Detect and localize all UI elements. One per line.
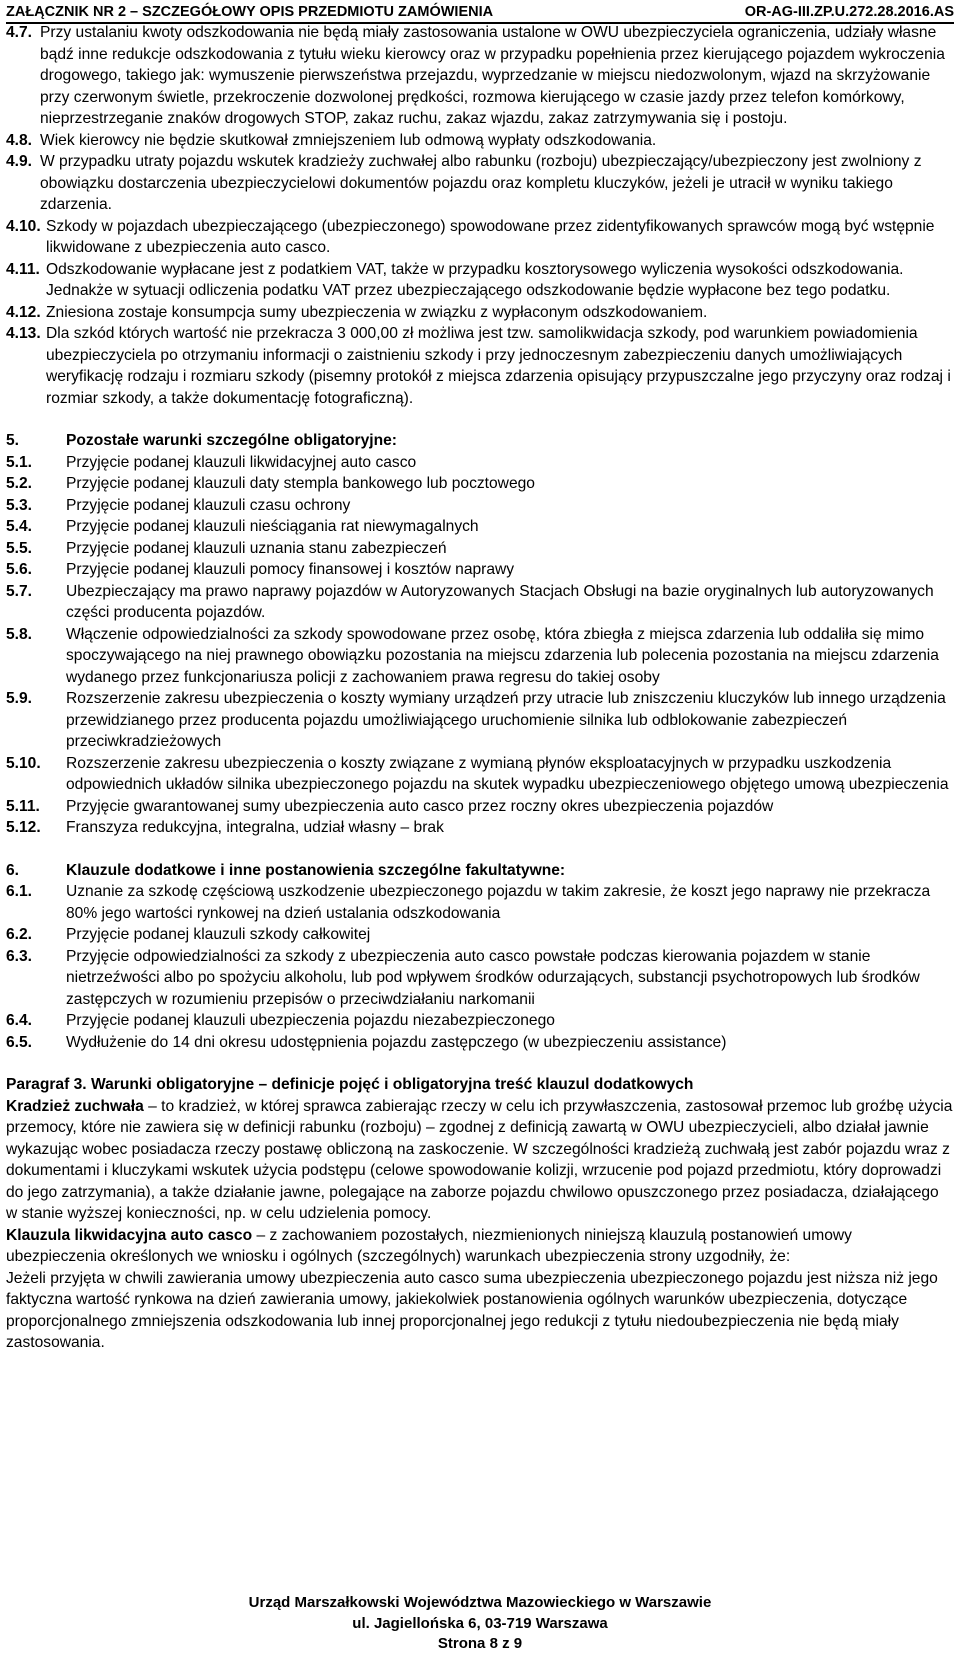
clause-text: Przyjęcie podanej klauzuli daty stempla bankowego lub pocztowego (66, 475, 535, 492)
clause-5-3 (6, 495, 954, 517)
clause-4-9 (6, 151, 954, 216)
clause-text: Przyjęcie podanej klauzuli likwidacyjnej auto casco (66, 453, 417, 471)
definition-text: – to kradzież, w której sprawca zabierając rzeczy w celu ich przywłaszczenia, zastosował przemoc lub groźbę użycia przemocy, które nie zawiera się w definicji rabunku (rozboju) – zgodnej z definicją zawartą w OWU ubezpieczycieli, albo działał jawnie wykazując wobec posiadacza rzeczy postawę obliczoną na zaskoczenie. W szczególności kradzieżą zuchwałą jest zabór pojazdu wraz z dokumentami i kluczykami wskutek użycia podstępu (celowe spowodowanie kolizji, wrzucenie pod pojazd przedmiotu, który doprowadzi do jego zatrzymania), a także działanie jawne, polegające na zaborze pojazdu chwilowo opuszczonego przez posiadacza, działającego w stanie wyższej konieczności, np. w celu udzielenia pomocy. (6, 1097, 953, 1222)
clause-number: 5.10. (6, 754, 41, 772)
clause-5-1 (6, 452, 954, 474)
clause-number: 5.3. (6, 496, 33, 514)
clause-text: Wiek kierowcy nie będzie skutkował zmniejszeniem lub odmową wypłaty odszkodowania. (40, 131, 657, 149)
clause-number: 5.11. (6, 797, 40, 815)
clause-number: 6.1. (6, 883, 33, 900)
clause-text: Franszyza redukcyjna, integralna, udział własny – brak (66, 819, 444, 836)
clause-number: 4.11. (6, 260, 40, 278)
clause-text: Uznanie za szkodę częściową uszkodzenie ubezpieczonego pojazdu w takim zakresie, że koszt jego naprawy nie przekracza 80% jego wartości rynkowej na dzień ustalania odszkodowania (66, 883, 931, 922)
clause-6-3 (6, 946, 954, 1011)
clause-number: 5.6. (6, 561, 33, 578)
clause-number: 4.13. (6, 325, 41, 342)
footer-page-number: Strona 8 z 9 (437, 1635, 523, 1652)
header-left: ZAŁĄCZNIK NR 2 – SZCZEGÓŁOWY OPIS PRZEDMIOTU ZAMÓWIENIA (6, 4, 494, 20)
clause-text: Rozszerzenie zakresu ubezpieczenia o koszty wymiany urządzeń przy utracie lub zniszczeniu kluczyków lub innego urządzenia przewidzianego przez producenta pojazdu umożliwiającego uruchomienie silnika lub odblokowanie zabezpieczeń przeciwkradzieżowych (66, 690, 946, 750)
clause-text: Zniesiona zostaje konsumpcja sumy ubezpieczenia w związku z wypłaconym odszkodowaniem. (46, 303, 708, 321)
clause-text: Przyjęcie podanej klauzuli ubezpieczenia pojazdu niezabezpieczonego (66, 1012, 555, 1029)
clause-text: Rozszerzenie zakresu ubezpieczenia o koszty związane z wymianą płynów eksploatacyjnych w przypadku uszkodzenia odpowiednich układów silnika ubezpieczonego pojazdu na skutek wypadku ubezpieczeniowego objętego umową ubezpieczenia (66, 754, 949, 793)
section-number: 5. (6, 432, 20, 449)
clause-number: 5.12. (6, 819, 41, 836)
clause-6-4 (6, 1010, 954, 1032)
definition-text: – z zachowaniem pozostałych, niezmienionych niniejszą klauzulą postanowień umowy ubezpieczenia określonych we wniosku i ogólnych (szczególnych) warunkach ubezpieczenia strony uzgodniły, że: (6, 1226, 852, 1265)
clause-number: 4.9. (6, 153, 33, 170)
section-title: Klauzule dodatkowe i inne postanowienia szczególne fakultatywne: (66, 861, 566, 879)
definition-continuation: Jeżeli przyjęta w chwili zawierania umowy ubezpieczenia auto casco suma ubezpieczenia ubezpieczonego pojazdu jest niższa niż jego faktyczna wartość rynkowa na dzień zawierania umowy, jakiekolwiek postanowienia ogólnych warunków ubezpieczenia, dotyczące proporcjonalnego zmniejszenia odszkodowania lub innej proporcjonalnej jego redukcji z tytułu niedoubezpieczenia nie będą miały zastosowania. (6, 1269, 938, 1351)
clause-4-8 (6, 130, 954, 152)
clause-6-2 (6, 924, 954, 946)
clause-number: 6.2. (6, 926, 33, 943)
definition-term: Klauzula likwidacyjna auto casco (6, 1226, 253, 1244)
clause-4-12 (6, 302, 954, 324)
section-title: Pozostałe warunki szczególne obligatoryjne: (66, 432, 398, 449)
clause-4-7 (6, 22, 954, 130)
clause-text: Przyjęcie podanej klauzuli pomocy finansowej i kosztów naprawy (66, 561, 515, 578)
clause-text: Ubezpieczający ma prawo naprawy pojazdów w Autoryzowanych Stacjach Obsługi na bazie oryginalnych lub autoryzowanych części producenta pojazdów. (66, 582, 934, 621)
clause-number: 5.2. (6, 475, 33, 492)
clause-text: Dla szkód których wartość nie przekracza 3 000,00 zł możliwa jest tzw. samolikwidacja szkody, pod warunkiem powiadomienia ubezpieczyciela po otrzymaniu informacji o zaistnieniu szkody i przy jednoczesnym zabezpieczeniu danych umożliwiających weryfikację rodzaju i rozmiaru szkody (pisemny protokół z miejsca zdarzenia opisujący przypuszczalne jego przyczyny oraz rodzaj i rozmiar szkody, a także dokumentację fotograficzną). (46, 325, 951, 407)
document-body (6, 22, 954, 1354)
clause-number: 6.5. (6, 1033, 33, 1051)
clause-4-10 (6, 216, 954, 259)
page-header (6, 3, 954, 21)
clause-number: 5.9. (6, 690, 33, 707)
clause-number: 4.7. (6, 24, 33, 41)
clause-5-11 (6, 796, 954, 818)
clause-number: 4.8. (6, 131, 33, 149)
clause-text: Przyjęcie podanej klauzuli uznania stanu zabezpieczeń (66, 539, 447, 557)
clause-4-13 (6, 323, 954, 409)
definition-kradziez-zuchwala (6, 1096, 954, 1225)
paragraph-3-title: Paragraf 3. Warunki obligatoryjne – definicje pojęć i obligatoryjna treść klauzul dodatkowych (6, 1076, 694, 1093)
clause-number: 5.1. (6, 453, 33, 471)
clause-text: Przyjęcie odpowiedzialności za szkody z ubezpieczenia auto casco powstałe podczas kierowania pojazdem w stanie nietrzeźwości albo po spożyciu alkoholu, lub pod wpływem środków odurzających, substancji psychotropowych lub środków zastępczych w rozumieniu przepisów o przeciwdziałaniu narkomanii (66, 947, 920, 1008)
clause-text: Przyjęcie podanej klauzuli czasu ochrony (66, 496, 351, 514)
clause-5-5 (6, 538, 954, 560)
clause-5-10 (6, 753, 954, 796)
clause-text: Przyjęcie podanej klauzuli nieściągania rat niewymagalnych (66, 518, 479, 535)
clause-6-5 (6, 1032, 954, 1054)
header-right: OR-AG-III.ZP.U.272.28.2016.AS (744, 4, 954, 20)
clause-number: 5.7. (6, 582, 33, 600)
clause-5-9 (6, 688, 954, 753)
clause-number: 4.10. (6, 217, 41, 235)
clause-text: Włączenie odpowiedzialności za szkody spowodowane przez osobę, która zbiegła z miejsca zdarzenia lub oddaliła się mimo spoczywającego na niej prawnego obowiązku pozostania na miejscu zdarzenia lub polecenia pozostania na miejscu zdarzenia wydanego przez funkcjonariusza policji z zachowaniem prawa regresu do takiej osoby (66, 625, 939, 686)
clause-5-7 (6, 581, 954, 624)
footer-line-2: ul. Jagiellońska 6, 03-719 Warszawa (352, 1615, 608, 1632)
clause-5-4 (6, 516, 954, 538)
clause-5-6 (6, 559, 954, 581)
clause-text: Przyjęcie podanej klauzuli szkody całkowitej (66, 926, 371, 943)
footer-line-1: Urząd Marszałkowski Województwa Mazowieckiego w Warszawie (248, 1594, 712, 1611)
definition-term: Kradzież zuchwała (6, 1097, 144, 1115)
clause-number: 6.4. (6, 1012, 33, 1029)
clause-5-12 (6, 817, 954, 839)
clause-number: 5.4. (6, 518, 33, 535)
clause-text: Przy ustalaniu kwoty odszkodowania nie będą miały zastosowania ustalone w OWU ubezpieczyciela ograniczenia, udziały własne bądź inne redukcje odszkodowania z tytułu wieku kierowcy oraz w przypadku popełnienia przez kierującego pojazdem wykroczenia drogowego, takiego jak: wymuszenie pierwszeństwa przejazdu, wyprzedzanie w miejscu niedozwolonym, wjazd na skrzyżowanie przy czerwonym świetle, przekroczenie dozwolonej prędkości, rozmowa kierującego w czasie jazdy przez telefon komórkowy, nieprzestrzeganie znaków drogowych STOP, zakaz ruchu, zakaz wjazdu, zakaz zatrzymywania się i postoju. (40, 24, 945, 127)
clause-5-8 (6, 624, 954, 689)
section-6-heading (6, 860, 954, 882)
clause-text: W przypadku utraty pojazdu wskutek kradzieży zuchwałej albo rabunku (rozboju) ubezpieczający/ubezpieczony jest zwolniony z obowiązku dostarczenia ubezpieczycielowi dokumentów pojazdu oraz kompletu kluczyków, jeżeli je utracił w wyniku takiego zdarzenia. (40, 153, 922, 213)
clause-text: Szkody w pojazdach ubezpieczającego (ubezpieczonego) spowodowane przez zidentyfikowanych sprawców mogą być wstępnie likwidowane z ubezpieczenia auto casco. (46, 217, 935, 256)
definition-klauzula-likwidacyjna (6, 1225, 954, 1268)
clause-6-1 (6, 881, 954, 924)
clause-number: 5.5. (6, 539, 33, 557)
clause-text: Przyjęcie gwarantowanej sumy ubezpieczenia auto casco przez roczny okres ubezpieczenia pojazdów (66, 797, 774, 815)
clause-text: Wydłużenie do 14 dni okresu udostępnienia pojazdu zastępczego (w ubezpieczeniu assistance) (66, 1033, 727, 1051)
clause-5-2 (6, 473, 954, 495)
section-number: 6. (6, 861, 20, 879)
clause-number: 5.8. (6, 625, 33, 643)
clause-text: Odszkodowanie wypłacane jest z podatkiem VAT, także w przypadku kosztorysowego wyliczenia wysokości odszkodowania. Jednakże w sytuacji odliczenia podatku VAT przez ubezpieczającego odszkodowanie będzie wypłacone bez tego podatku. (46, 260, 904, 299)
clause-number: 6.3. (6, 947, 33, 965)
clause-4-11 (6, 259, 954, 302)
section-5-heading (6, 430, 954, 452)
clause-number: 4.12. (6, 303, 41, 321)
